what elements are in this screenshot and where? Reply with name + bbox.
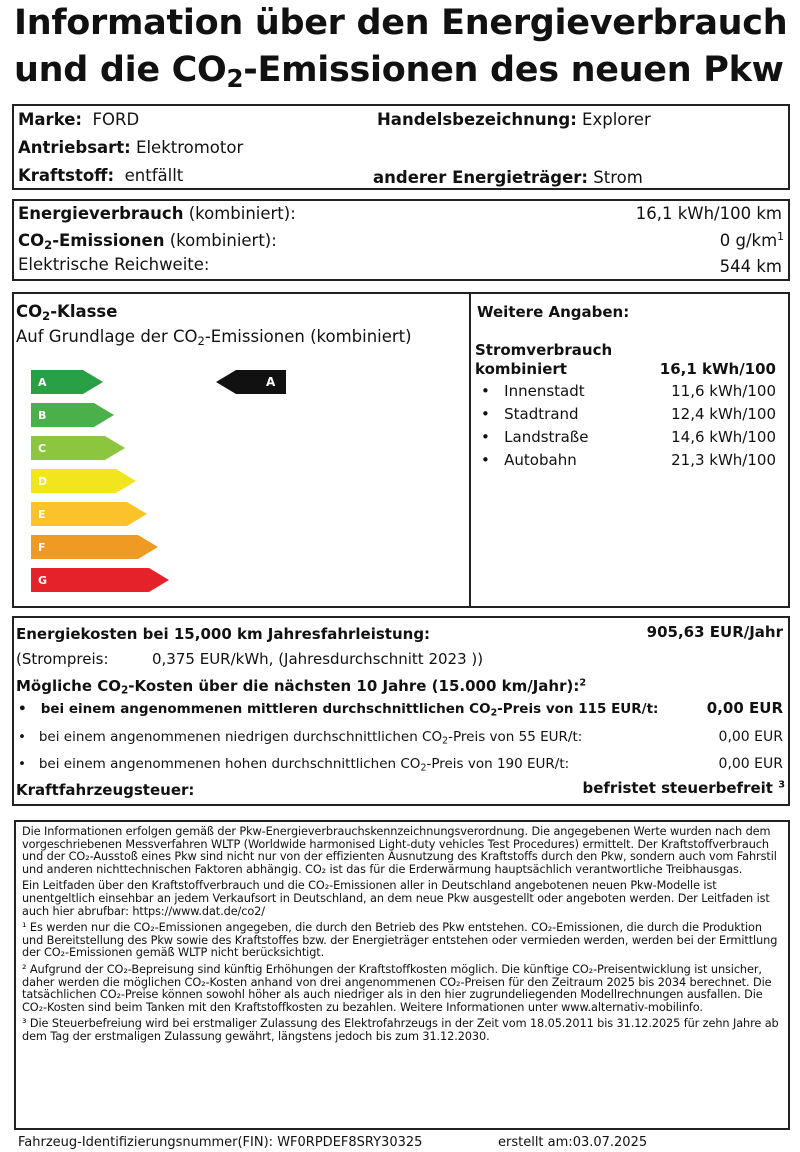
co2-preis-niedrig-row: • bei einem angenommenen niedrigen durchschnittlichen $CO_2$-Preis von 55 EUR/t: bbox=[18, 729, 583, 747]
energietraeger-row: anderer Energieträger: Strom bbox=[373, 168, 643, 187]
co2-class-g-bar bbox=[31, 568, 169, 592]
co2-class-a-bar bbox=[31, 370, 103, 394]
weitere-angaben-heading: Weitere Angaben: bbox=[477, 303, 630, 321]
energiekosten-value: 905,63 EUR/Jahr bbox=[646, 623, 783, 641]
verbrauch-row-value: 14,6 kWh/100 bbox=[671, 428, 776, 446]
page-title bbox=[14, 0, 794, 94]
svg-text:B: B bbox=[38, 409, 47, 422]
footnote-2: ² Aufgrund der CO₂-Bepreisung sind künftig Erhöhungen der Kraftstoffkosten möglich. Die künftige CO₂-Preisentwicklung ist unsicher, daher werden die möglichen CO₂-Kosten anhand von drei angenommenen CO₂-Preisen für den Zeitraum 2025 bis 2034 berechnet. Die tatsächlichen CO₂-Preise können sowohl höher als auch niedriger als in den hier zugrundeliegenden Modellrechnungen ausfallen. Die CO₂-Kosten sind beim Tanken mit den Kraftstoffkosten zu bezahlen. Weitere Informationen unter www.alternativ-mobilinfo. bbox=[22, 962, 772, 1014]
verbrauch-row-value: 11,6 kWh/100 bbox=[671, 382, 776, 400]
svg-text:F: F bbox=[38, 541, 46, 554]
erstellt-value: 03.07.2025 bbox=[572, 1135, 648, 1150]
co2-preis-mittel-row: • bei einem angenommenen mittleren durchschnittlichen $CO_2$-Preis von 115 EUR/t: bbox=[18, 701, 659, 719]
stromverbrauch-label: Stromverbrauch bbox=[475, 341, 613, 359]
verbrauch-row-label: Stadtrand bbox=[504, 405, 579, 423]
co2-class-scale bbox=[0, 364, 470, 604]
co2-class-heading: $CO_2$-Klasse bbox=[16, 302, 118, 323]
verbrauch-row-value: 12,4 kWh/100 bbox=[671, 405, 776, 423]
kraftstoff-value: entfällt bbox=[124, 166, 184, 185]
svg-text:G: G bbox=[38, 574, 48, 587]
co2-emissionen-value: 0 $g/km^1$ bbox=[719, 230, 784, 250]
footnote-1: ¹ Es werden nur die CO₂-Emissionen angegeben, die durch den Betrieb des Pkw entstehen. CO₂-Emissionen, die durch die Produktion und Bereitstellung des Pkw sowie des Kraftstoffes bzw. der Energieträger entstehen oder vermieden werden, werden bei der Ermittlung der CO₂-Emissionen gemäß WLTP nicht berücksichtigt. bbox=[22, 921, 778, 960]
co2-emissionen-label: $CO_2$-Emissionen (kombiniert): bbox=[18, 231, 277, 252]
antriebsart-value: Elektromotor bbox=[136, 138, 244, 157]
reichweite-value: 544 km bbox=[719, 257, 782, 276]
svg-text:A: A bbox=[266, 375, 276, 389]
co2-class-b-bar bbox=[31, 403, 114, 427]
erstellt-row: erstellt am:03.07.2025 bbox=[498, 1135, 648, 1150]
fin-row: Fahrzeug-Identifizierungsnummer(FIN): WF0RPDEF8SRY30325 bbox=[18, 1135, 423, 1150]
co2-class-subheading: Auf Grundlage der $CO_2$-Emissionen (kombiniert) bbox=[16, 327, 412, 348]
energiekosten-label: Energiekosten bei 15,000 km Jahresfahrleistung: bbox=[16, 625, 431, 643]
marke-value: FORD bbox=[92, 110, 140, 129]
co2-class-d-bar bbox=[31, 469, 136, 493]
strompreis-label: (Strompreis: bbox=[16, 650, 109, 668]
co2-class-e-bar bbox=[31, 502, 147, 526]
co2-preis-hoch-value: 0,00 EUR bbox=[718, 756, 783, 772]
reichweite-label: Elektrische Reichweite: bbox=[18, 255, 210, 274]
co2-class-c-bar bbox=[31, 436, 125, 460]
weitere-angaben-box bbox=[469, 292, 790, 608]
co2-class-indicator bbox=[216, 370, 286, 394]
kombiniert-label: kombiniert bbox=[475, 360, 567, 378]
verbrauch-row-autobahn: • Autobahn bbox=[481, 451, 577, 469]
co2-class-f-bar bbox=[31, 535, 158, 559]
title-line-1: Information über den Energieverbrauch bbox=[14, 3, 788, 43]
verbrauch-row-label: Autobahn bbox=[504, 451, 577, 469]
title-line-2: und die $CO_2$-Emissionen des neuen Pkw bbox=[14, 50, 784, 94]
co2-preis-hoch-row: • bei einem angenommenen hohen durchschnittlichen $CO_2$-Preis von 190 EUR/t: bbox=[18, 756, 570, 774]
verbrauch-row-landstraße: • Landstraße bbox=[481, 428, 589, 446]
co2-preis-mittel-value: 0,00 EUR bbox=[706, 699, 783, 717]
svg-text:A: A bbox=[38, 376, 47, 389]
verbrauch-row-label: Innenstadt bbox=[504, 382, 585, 400]
note-paragraph-2: Ein Leitfaden über den Kraftstoffverbrauch und die CO₂-Emissionen aller in Deutschland angebotenen neuen Pkw-Modelle ist unentgeltlich einsehbar an jedem Verkaufsort in Deutschland, an dem neue Pkw ausgestellt oder angeboten werden. Der Leitfaden ist auch hier abrufbar: https://www.dat.de/co2/ bbox=[22, 879, 770, 918]
footnote-3: ³ Die Steuerbefreiung wird bei erstmaliger Zulassung des Elektrofahrzeugs in der Zeit vom 18.05.2011 bis 31.12.2025 für zehn Jahre ab dem Tag der erstmaligen Zulassung gewährt, längstens jedoch bis zum 31.12.2030. bbox=[22, 1017, 779, 1043]
note-paragraph-1: Die Informationen erfolgen gemäß der Pkw-Energieverbrauchskennzeichnungsverordnung. Die angegebenen Werte wurden nach dem vorgeschriebenen Messverfahren WLTP (Worldwide harmonised Light-duty vehicles Test Procedures) ermittelt. Der Kraftstoffverbrauch und der CO₂-Ausstoß eines Pkw sind nicht nur von der effizienten Ausnutzung des Kraftstoffs durch den Pkw, sondern auch vom Fahrstil und anderen nichttechnischen Faktoren abhängig. CO₂ ist das für die Erderwärmung hauptsächlich verantwortliche Treibhausgas. bbox=[22, 825, 777, 876]
fin-value: WF0RPDEF8SRY30325 bbox=[277, 1135, 423, 1150]
antriebsart-row: Antriebsart: Elektromotor bbox=[18, 138, 244, 157]
svg-text:C: C bbox=[38, 442, 47, 455]
energieverbrauch-value: 16,1 kWh/100 km bbox=[635, 204, 782, 223]
kfz-steuer-value: befristet steuerbefreit $^3$ bbox=[582, 779, 785, 797]
moegliche-co2-kosten-label: Mögliche $CO_2$-Kosten über die nächsten 10 Jahre (15.000 km/Jahr):$^2$ bbox=[16, 677, 587, 697]
kfz-steuer-label: Kraftfahrzeugsteuer: bbox=[16, 781, 195, 799]
energieverbrauch-label: Energieverbrauch (kombiniert): bbox=[18, 204, 296, 223]
verbrauch-row-stadtrand: • Stadtrand bbox=[481, 405, 579, 423]
kombiniert-value: 16,1 kWh/100 bbox=[659, 360, 776, 378]
verbrauch-row-innenstadt: • Innenstadt bbox=[481, 382, 585, 400]
svg-text:E: E bbox=[38, 508, 46, 521]
handelsbezeichnung-row: Handelsbezeichnung: Explorer bbox=[377, 110, 651, 129]
strompreis-value: 0,375 EUR/kWh, (Jahresdurchschnitt 2023 )) bbox=[152, 650, 484, 668]
co2-preis-niedrig-value: 0,00 EUR bbox=[718, 729, 783, 745]
verbrauch-row-label: Landstraße bbox=[504, 428, 589, 446]
footnotes-box bbox=[14, 820, 790, 1130]
verbrauch-row-value: 21,3 kWh/100 bbox=[671, 451, 776, 469]
kraftstoff-row: Kraftstoff: entfällt bbox=[18, 166, 184, 185]
marke-row: Marke: FORD bbox=[18, 110, 140, 129]
svg-text:D: D bbox=[38, 475, 48, 488]
energietraeger-value: Strom bbox=[593, 168, 643, 187]
handelsbezeichnung-value: Explorer bbox=[582, 110, 651, 129]
